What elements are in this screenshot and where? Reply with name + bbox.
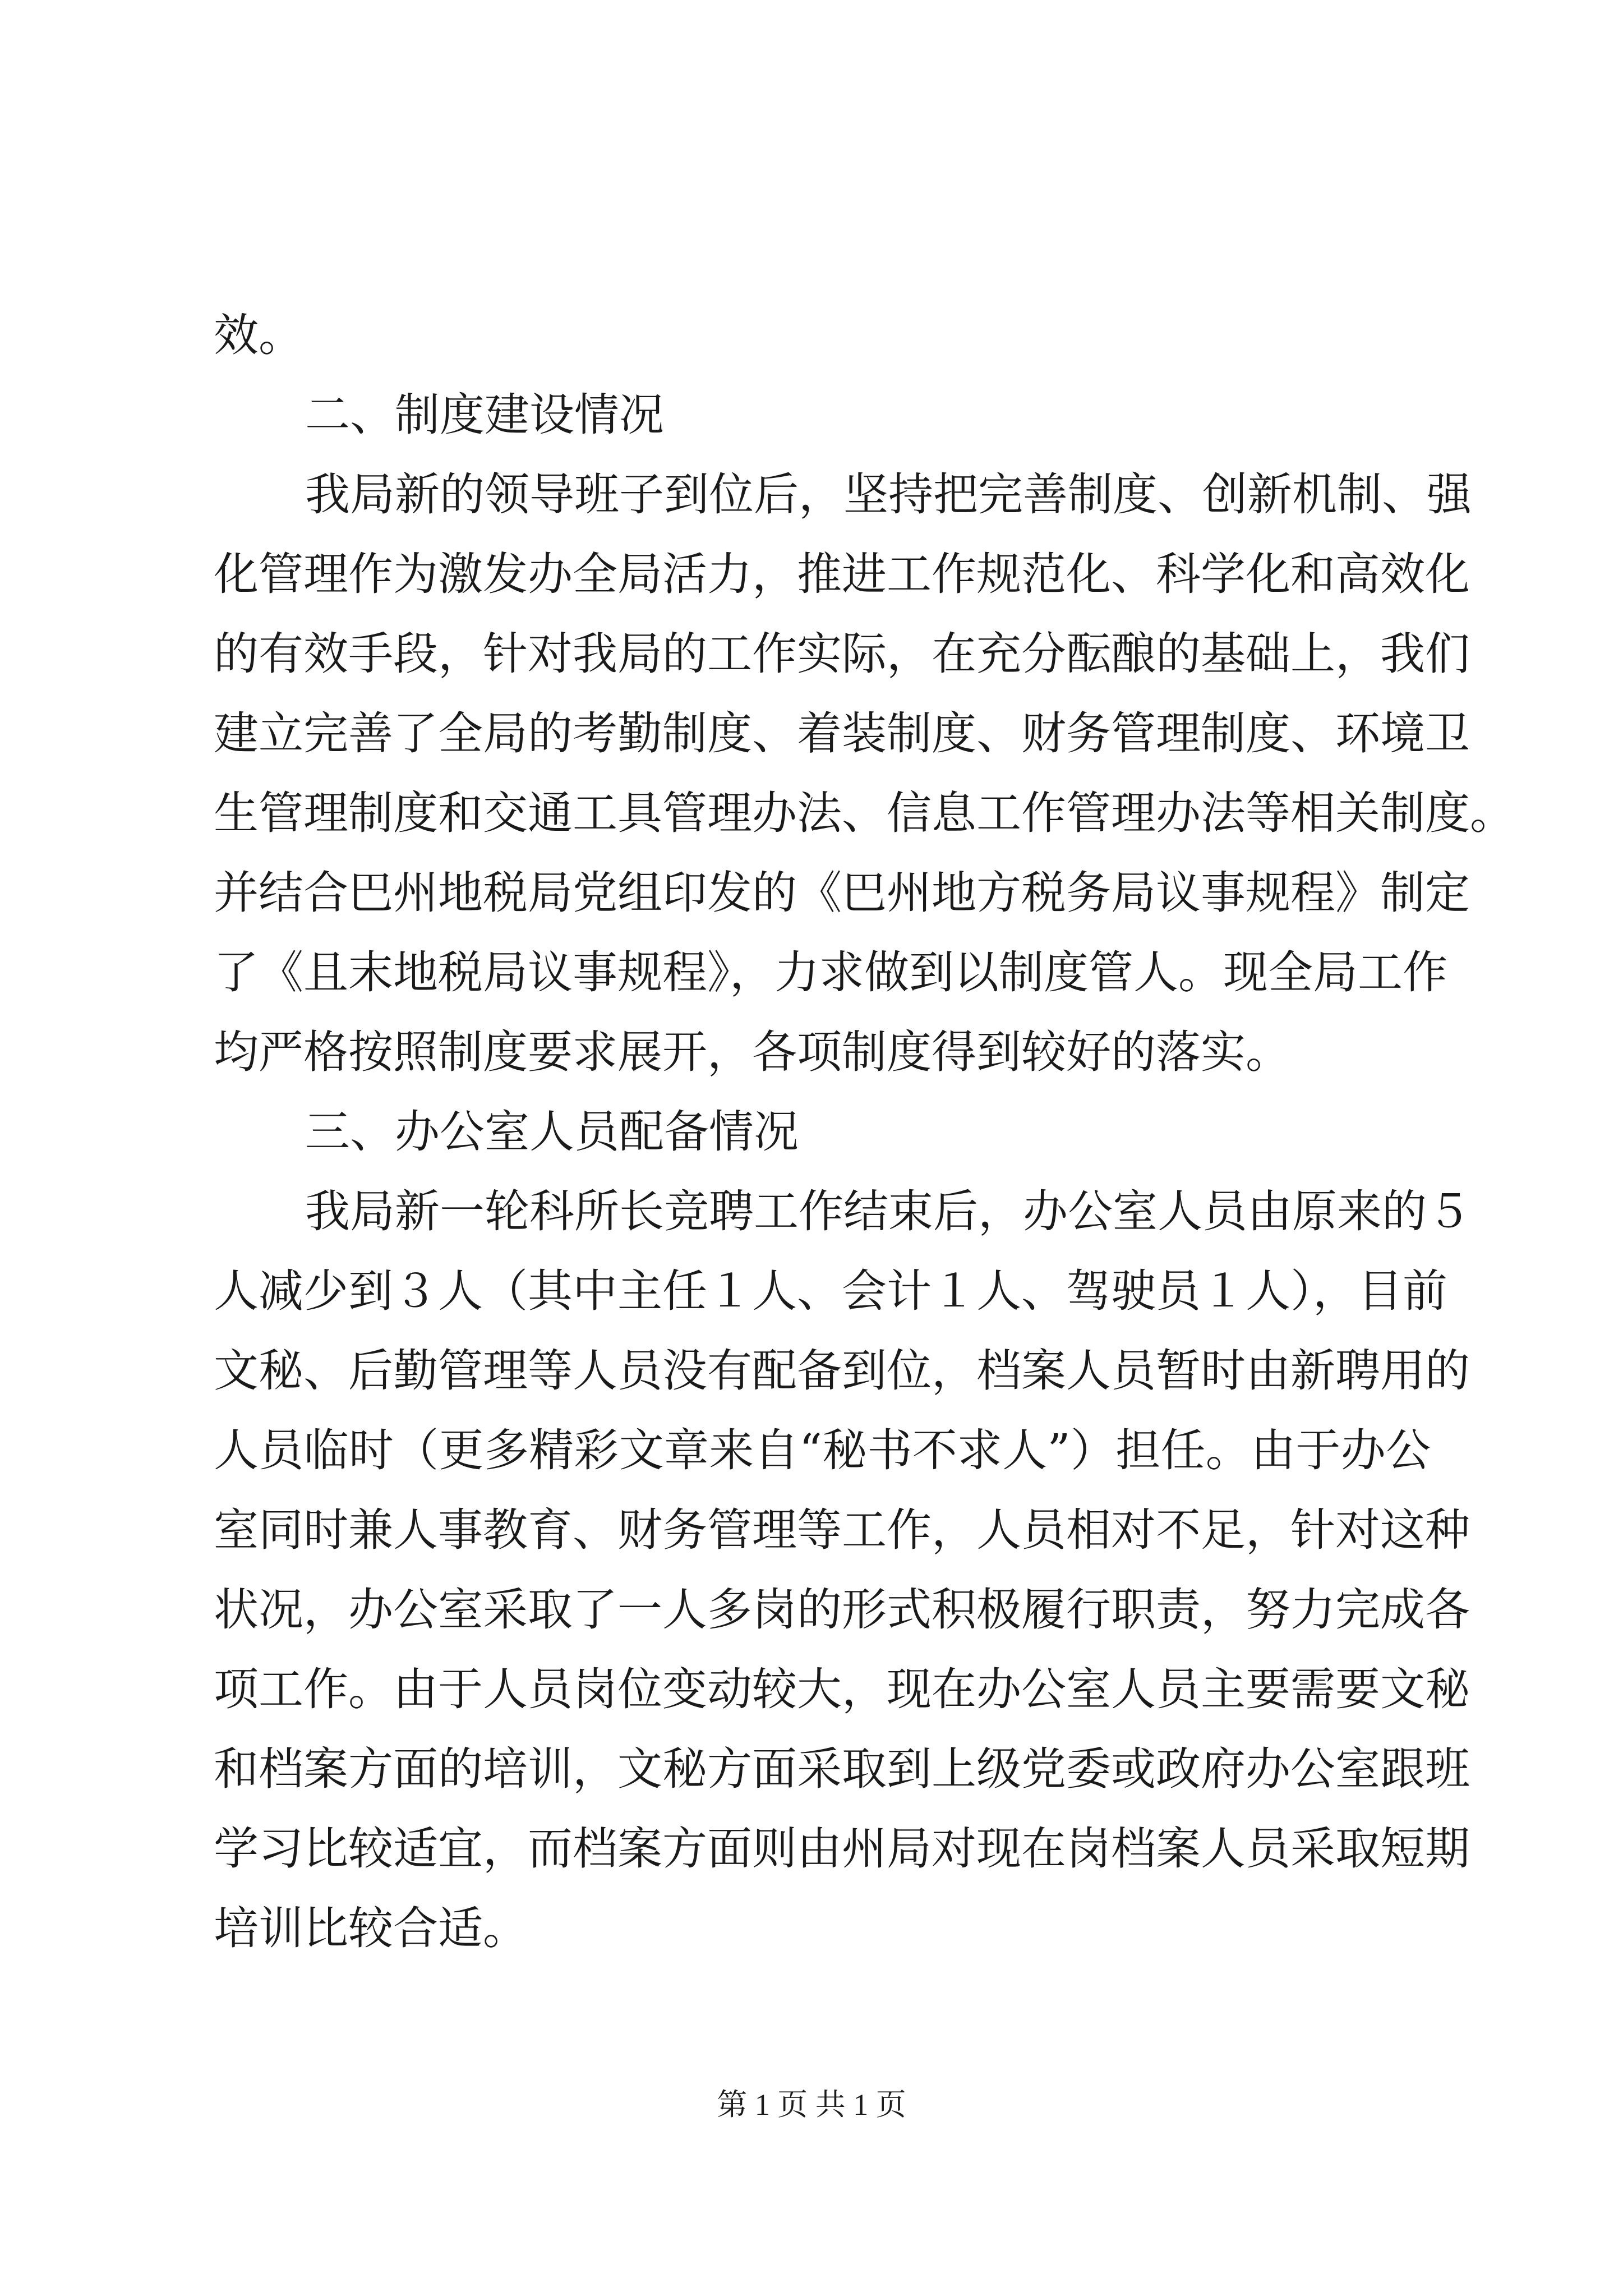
- section-heading: 三、办公室人员配备情况: [305, 1106, 799, 1158]
- paragraph-line: 我局新一轮科所长竞聘工作结束后，办公室人员由原来的５: [305, 1185, 1472, 1237]
- paragraph-line: 培训比较合适。: [214, 1902, 528, 1954]
- paragraph-line: 效。: [214, 309, 303, 361]
- paragraph-line: 文秘、后勤管理等人员没有配备到位，档案人员暂时由新聘用的: [214, 1345, 1470, 1397]
- paragraph-line: 并结合巴州地税局党组印发的《巴州地方税务局议事规程》制定: [214, 867, 1470, 919]
- paragraph-line: 学习比较适宜，而档案方面则由州局对现在岗档案人员采取短期: [214, 1823, 1470, 1875]
- paragraph-line: 生管理制度和交通工具管理办法、信息工作管理办法等相关制度。: [214, 787, 1515, 839]
- paragraph-line: 项工作。由于人员岗位变动较大，现在办公室人员主要需要文秘: [214, 1663, 1470, 1715]
- paragraph-line: 化管理作为激发办全局活力，推进工作规范化、科学化和高效化: [214, 548, 1470, 600]
- paragraph-line: 均严格按照制度要求展开，各项制度得到较好的落实。: [214, 1026, 1290, 1078]
- section-heading: 二、制度建设情况: [305, 389, 664, 441]
- paragraph-line: 了《且末地税局议事规程》，力求做到以制度管人。现全局工作: [214, 946, 1447, 999]
- paragraph-line: 室同时兼人事教育、财务管理等工作，人员相对不足，针对这种: [214, 1504, 1470, 1556]
- paragraph-line: 建立完善了全局的考勤制度、着装制度、财务管理制度、环境卫: [214, 707, 1470, 760]
- page-footer: 第 1 页 共 1 页: [717, 2088, 906, 2122]
- paragraph-line: 我局新的领导班子到位后，坚持把完善制度、创新机制、强: [305, 468, 1472, 521]
- paragraph-line: 人员临时（更多精彩文章来自“秘书不求人”）担任。由于办公: [214, 1424, 1431, 1476]
- paragraph-line: 状况，办公室采取了一人多岗的形式积极履行职责，努力完成各: [214, 1584, 1470, 1636]
- paragraph-line: 的有效手段，针对我局的工作实际，在充分酝酿的基础上，我们: [214, 628, 1470, 680]
- paragraph-line: 和档案方面的培训，文秘方面采取到上级党委或政府办公室跟班: [214, 1743, 1470, 1795]
- paragraph-line: 人减少到３人（其中主任１人、会计１人、驾驶员１人），目前: [214, 1265, 1447, 1317]
